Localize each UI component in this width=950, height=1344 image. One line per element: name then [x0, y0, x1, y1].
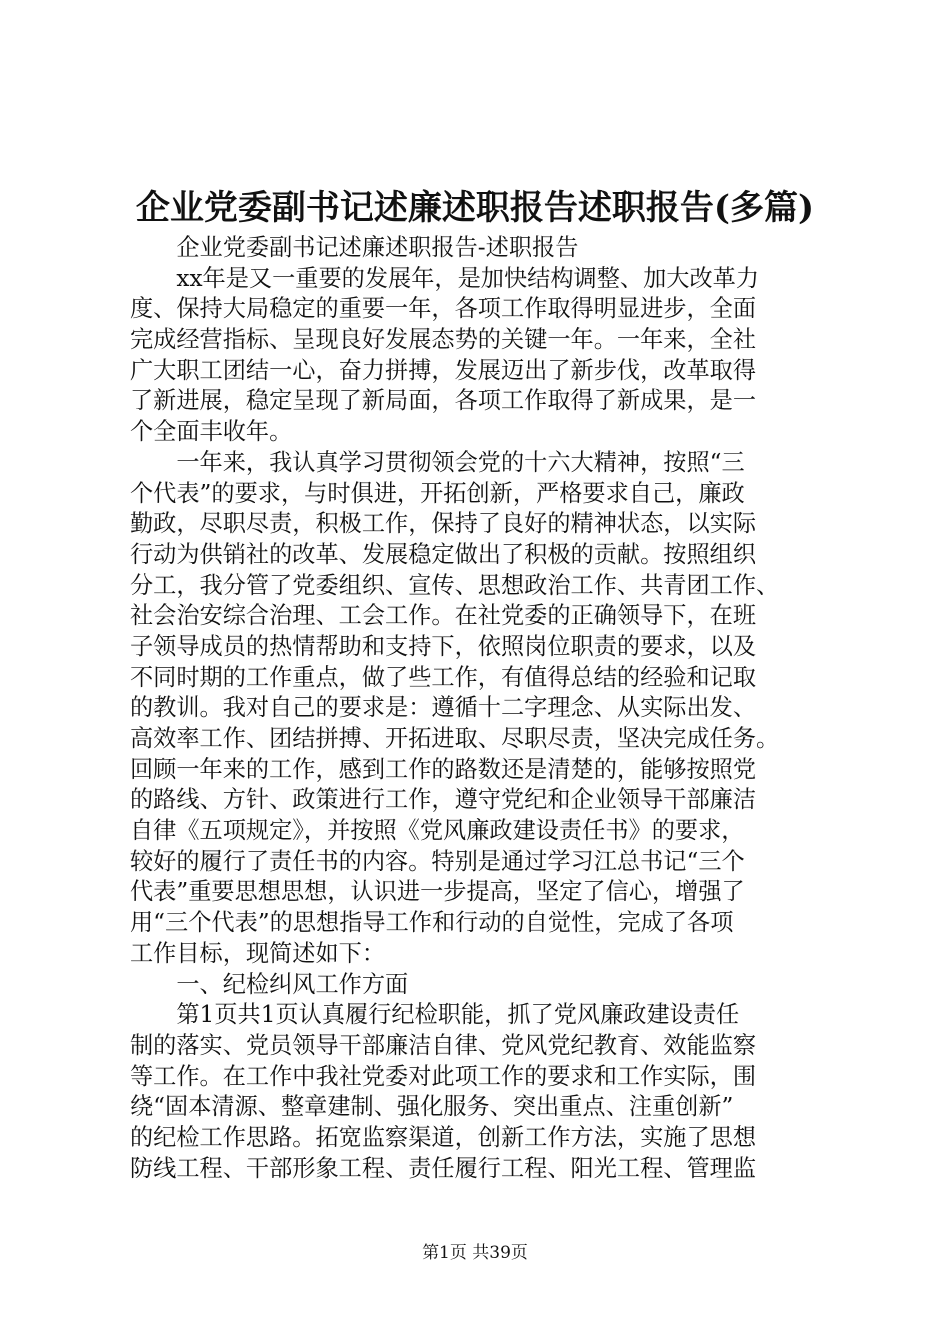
text-line: 个代表”的要求，与时俱进，开拓创新，严格要求自己，廉政 [130, 479, 745, 507]
text-line: 代表”重要思想思想，认识进一步提高，坚定了信心，增强了 [130, 878, 745, 906]
text-line: 较好的履行了责任书的内容。特别是通过学习江总书记“三个 [130, 847, 745, 875]
text-line: 完成经营指标、呈现良好发展态势的关键一年。一年来，全社 [130, 326, 757, 354]
text-line: 第1页共1页认真履行纪检职能，抓了党风廉政建设责任 [130, 1001, 740, 1029]
text-line: 等工作。在工作中我社党委对此项工作的要求和工作实际，围 [130, 1062, 757, 1090]
text-line: 企业党委副书记述廉述职报告-述职报告 [130, 234, 579, 261]
text-line: 分工，我分管了党委组织、宣传、思想政治工作、共青团工作、 [130, 571, 780, 599]
text-line: 勤政，尽职尽责，积极工作，保持了良好的精神状态，以实际 [130, 510, 757, 538]
text-line: 子领导成员的热情帮助和支持下，依照岗位职责的要求，以及 [130, 632, 757, 660]
document-title: 企业党委副书记述廉述职报告述职报告(多篇) [135, 188, 815, 228]
text-line: 回顾一年来的工作，感到工作的路数还是清楚的，能够按照党 [130, 755, 757, 783]
text-line: 绕“固本清源、整章建制、强化服务、突出重点、注重创新” [130, 1093, 734, 1121]
text-line: xx年是又一重要的发展年，是加快结构调整、加大改革力 [130, 264, 760, 292]
text-line: 一年来，我认真学习贯彻领会党的十六大精神，按照“三 [130, 448, 745, 476]
text-line: 高效率工作、团结拼搏、开拓进取、尽职尽责，坚决完成任务。 [130, 725, 780, 752]
text-line: 了新进展，稳定呈现了新局面，各项工作取得了新成果，是一 [130, 387, 757, 415]
text-line: 自律《五项规定》，并按照《党风廉政建设责任书》的要求， [130, 817, 745, 845]
text-line: 度、保持大局稳定的重要一年，各项工作取得明显进步，全面 [130, 295, 757, 323]
text-line: 工作目标，现简述如下： [130, 939, 386, 967]
text-line: 一、纪检纠风工作方面 [130, 970, 409, 998]
text-line: 广大职工团结一心，奋力拼搏，发展迈出了新步伐，改革取得 [130, 356, 757, 384]
text-line: 不同时期的工作重点，做了些工作，有值得总结的经验和记取 [130, 663, 757, 691]
page-footer: 第1页 共39页 [422, 1243, 528, 1263]
text-line: 制的落实、党员领导干部廉洁自律、党风党纪教育、效能监察 [130, 1031, 757, 1059]
text-line: 社会治安综合治理、工会工作。在社党委的正确领导下，在班 [130, 602, 757, 630]
text-line: 防线工程、干部形象工程、责任履行工程、阳光工程、管理监 [130, 1154, 757, 1182]
text-line: 的路线、方针、政策进行工作，遵守党纪和企业领导干部廉洁 [130, 786, 757, 814]
text-line: 行动为供销社的改革、发展稳定做出了积极的贡献。按照组织 [130, 540, 757, 568]
text-line: 个全面丰收年。 [130, 418, 293, 446]
document-body [130, 233, 830, 1184]
text-line: 用“三个代表”的思想指导工作和行动的自觉性，完成了各项 [130, 909, 734, 937]
text-line: 的纪检工作思路。拓宽监察渠道，创新工作方法，实施了思想 [130, 1123, 757, 1151]
text-line: 的教训。我对自己的要求是：遵循十二字理念、从实际出发、 [130, 694, 757, 722]
